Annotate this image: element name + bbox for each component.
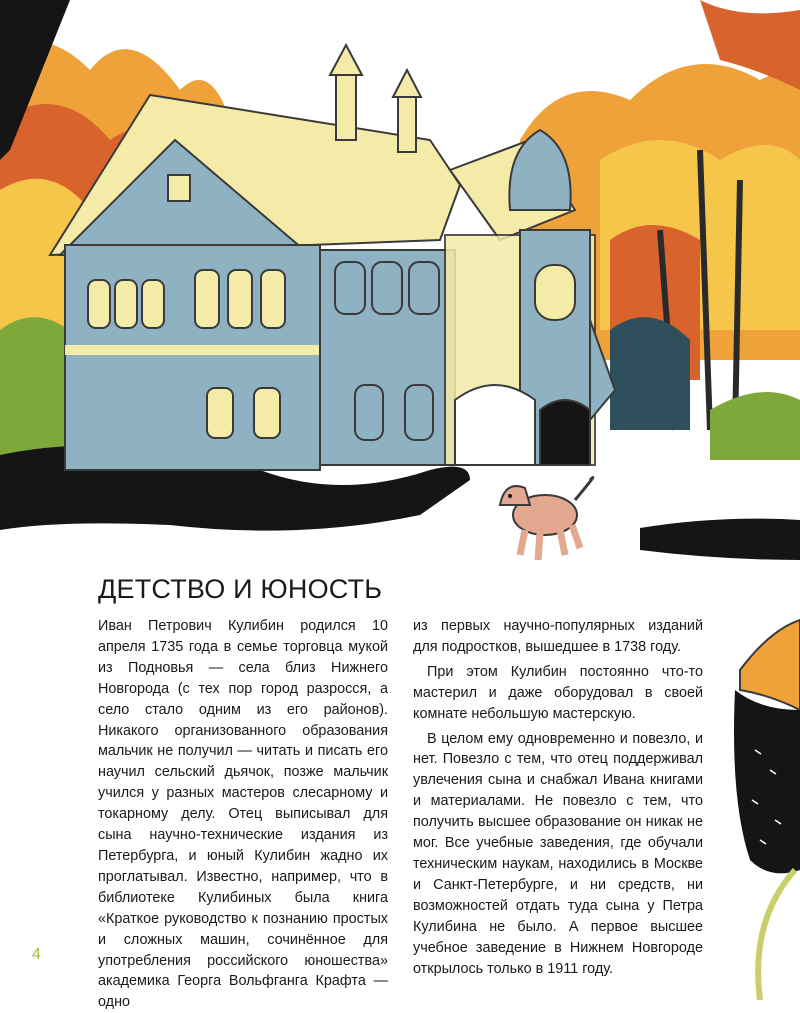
page-number: 4 [32, 946, 41, 963]
roof-shape-decoration [700, 600, 800, 1000]
text-column-left [98, 616, 388, 1013]
paragraph: В целом ему одновременно и повезло, и нет. Повезло с тем, что отец поддерживал увлечения сына и снабжал Ивана книгами и материалами. Не повезло с тем, что получить высшее образование он никак не мог. Все учебные заведения, где обучали техническим наукам, находились в Москве и Санкт-Петербурге, и ни средств, ни возможностей отдать туда сына у Петра Кулибина не было. А первое высшее учебное заведение в Нижнем Новгороде открылось только в 1911 году. [413, 730, 703, 977]
text-column-right [413, 616, 703, 979]
dog-illustration [500, 478, 593, 561]
paragraph: из первых научно-популярных изданий для подростков, вышедшее в 1738 году. [413, 618, 703, 655]
paragraph: При этом Кулибин постоянно что-то мастерил и даже оборудовал в своей комнате небольшую мастерскую. [413, 663, 703, 722]
paragraph: Иван Петрович Кулибин родился 10 апреля 1735 года в семье торговца мукой из Подновья — села близ Нижнего Новгорода (с тех пор город разросся, а село стало одним из его районов). Никакого организованного образования мальчик не получил — читать и писать его научил сельский дьячок, позже мальчик учился у разных мастеров слесарному и токарному делу. Отец выписывал для сына научно-технические издания из Петербурга, и юный Кулибин жадно их проглатывал. Известно, например, что в библиотеке Кулибиных была книга «Краткое руководство к познанию простых и сложных машин, сочинённое для употребления российского юношества» академика Георга Вольфганга Крафта — одно [98, 618, 388, 1011]
section-heading: ДЕТСТВО И ЮНОСТЬ [98, 574, 383, 604]
grass-blade-decoration [758, 870, 795, 1000]
